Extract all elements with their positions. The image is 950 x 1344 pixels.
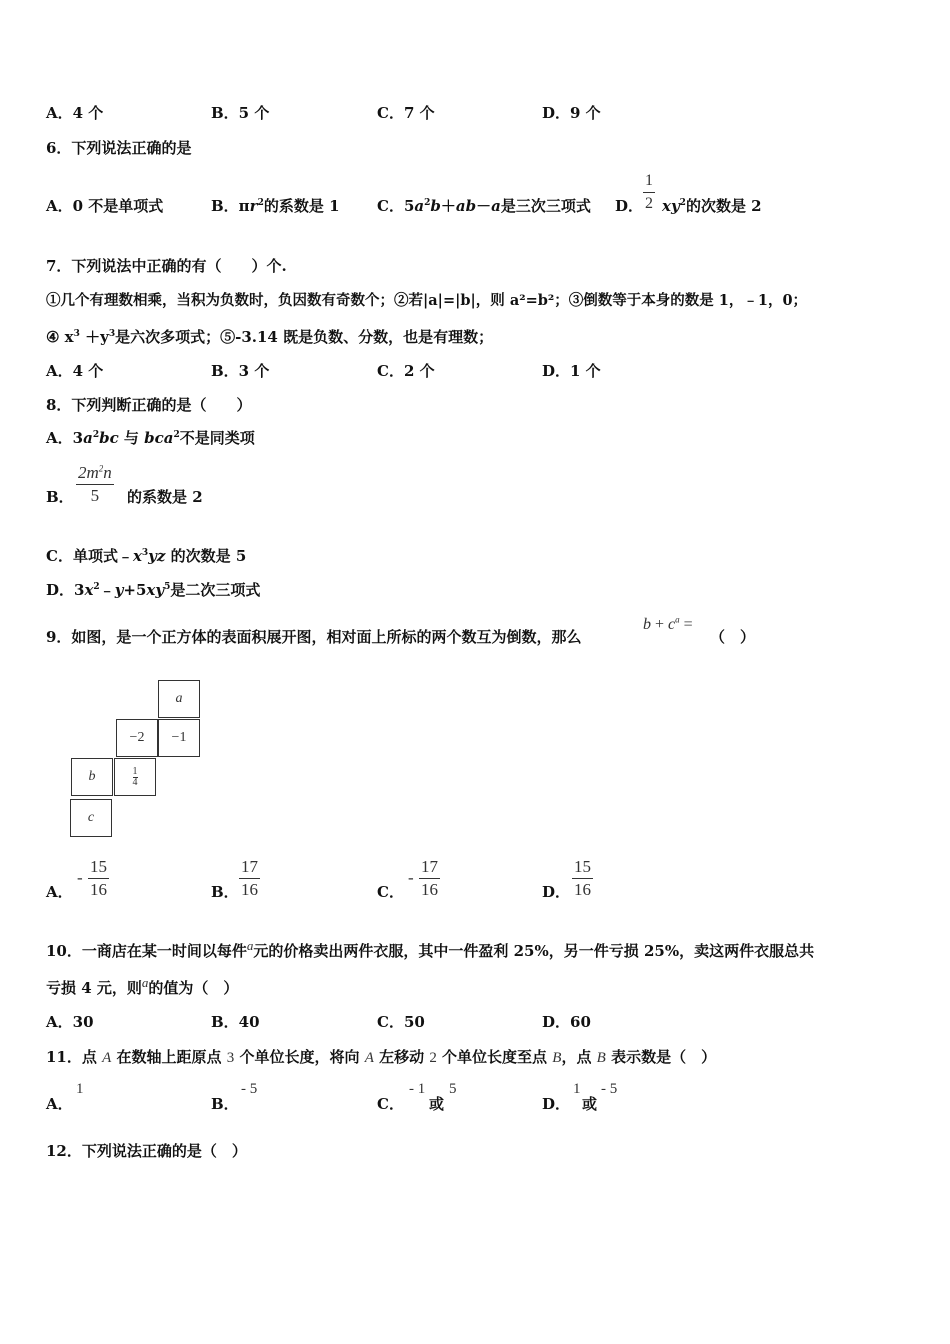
q9-option-c-label: C． — [377, 883, 404, 901]
q6-option-d-text: $xy^2$的次数是 2 — [662, 197, 762, 215]
q9-option-c-fraction: $\frac{17}{16}$ — [421, 857, 438, 899]
q10-option-c: C．50 — [377, 1013, 425, 1031]
q11-option-c-label: C． — [377, 1095, 404, 1113]
q8-stem: 8．下列判断正确的是（ ） — [46, 396, 252, 414]
q11-option-b-value: - 5 — [241, 1081, 258, 1097]
q7-statements-1: ①几个有理数相乘，当积为负数时，负因数有奇数个；②若|a|=|b|，则 a²=b²；③倒数等于本身的数是 1，﹣1，0； — [46, 292, 808, 309]
q6-option-a: A．0 不是单项式 — [46, 197, 164, 215]
net-cell-a: a — [158, 680, 200, 718]
q6-option-b: B．$\pi r^2$的系数是 1 — [211, 197, 340, 215]
q11-option-c-value2: 5 — [449, 1081, 457, 1097]
q7-option-b: B．3 个 — [211, 362, 270, 380]
q7-statements-2: ④ $x^3 +y^3$是六次多项式；⑤-3.14 既是负数、分数，也是有理数； — [46, 328, 494, 346]
net-cell-c: c — [70, 799, 112, 837]
q9-expression: $b + c^a$ = — [643, 614, 693, 633]
q5-option-c: C．7 个 — [377, 104, 435, 122]
q9-option-a-sign: - — [77, 868, 83, 887]
q8-option-b-fraction: $\frac{2m^2n}{5}$ — [78, 463, 112, 505]
q11-option-d-value2: - 5 — [601, 1081, 618, 1097]
q7-option-a: A．4 个 — [46, 362, 104, 380]
net-cell-minus2: −2 — [116, 719, 158, 757]
q8-option-b-text: 的系数是 2 — [127, 488, 203, 506]
q10-stem-line1: 10．一商店在某一时间以每件$^a$元的价格卖出两件衣服，其中一件盈利 25%，另一件亏损 25%，卖这两件衣服总共 — [46, 938, 815, 960]
q7-option-d: D．1 个 — [542, 362, 601, 380]
q9-stem: 9．如图，是一个正方体的表面积展开图，相对面上所标的两个数互为倒数，那么 — [46, 628, 582, 646]
q10-stem-line2: 亏损 4 元，则$^a$的值为（ ） — [46, 975, 239, 997]
net-cell-quarter: 1 4 — [114, 758, 156, 796]
q11-option-c-or: 或 — [429, 1095, 445, 1113]
net-cell-b: b — [71, 758, 113, 796]
q10-option-d: D．60 — [542, 1013, 591, 1031]
q11-option-c-value1: - 1 — [409, 1081, 426, 1097]
q9-option-a-label: A． — [46, 883, 73, 901]
q7-option-c: C．2 个 — [377, 362, 435, 380]
q11-option-a-label: A． — [46, 1095, 73, 1113]
q10-option-a: A．30 — [46, 1013, 94, 1031]
q9-option-c-sign: - — [408, 868, 414, 887]
q6-option-d-label: D． — [615, 197, 644, 215]
q11-option-d-value1: 1 — [573, 1081, 581, 1097]
q10-option-b: B．40 — [211, 1013, 260, 1031]
q5-option-b: B．5 个 — [211, 104, 270, 122]
q9-option-d-label: D． — [542, 883, 571, 901]
q11-option-d-or: 或 — [582, 1095, 598, 1113]
q7-stem: 7．下列说法中正确的有（ ）个. — [46, 257, 287, 275]
q8-option-b-label: B． — [46, 488, 74, 506]
q5-option-d: D．9 个 — [542, 104, 601, 122]
q11-option-b-label: B． — [211, 1095, 239, 1113]
q11-option-d-label: D． — [542, 1095, 571, 1113]
q9-option-a-fraction: $\frac{15}{16}$ — [90, 857, 107, 899]
q9-option-d-fraction: $\frac{15}{16}$ — [574, 857, 591, 899]
net-cell-minus1: −1 — [158, 719, 200, 757]
q6-option-c: C．$5a^2b+ab-a$是三次三项式 — [377, 197, 591, 215]
q9-option-b-fraction: $\frac{17}{16}$ — [241, 857, 258, 899]
q9-paren: （ ） — [710, 628, 756, 646]
q11-stem: 11．点 A 在数轴上距原点 3 个单位长度，将向 A 左移动 2 个单位长度至点 B，点 B 表示数是（ ） — [46, 1048, 717, 1066]
q5-option-a: A．4 个 — [46, 104, 104, 122]
q8-option-a: A．$3a^2bc$ 与 bca$^2$不是同类项 — [46, 429, 255, 447]
q11-option-a-value: 1 — [76, 1081, 84, 1097]
q8-option-d: D．$3x^2﹣y+5xy^5$是二次三项式 — [46, 581, 261, 599]
q12-stem: 12．下列说法正确的是（ ） — [46, 1142, 247, 1160]
q6-stem: 6．下列说法正确的是 — [46, 139, 192, 157]
q9-option-b-label: B． — [211, 883, 239, 901]
q8-option-c: C．单项式$﹣x^3yz$ 的次数是 5 — [46, 547, 247, 565]
q6-option-d-fraction: $\frac{1}{2}$ — [645, 172, 653, 212]
